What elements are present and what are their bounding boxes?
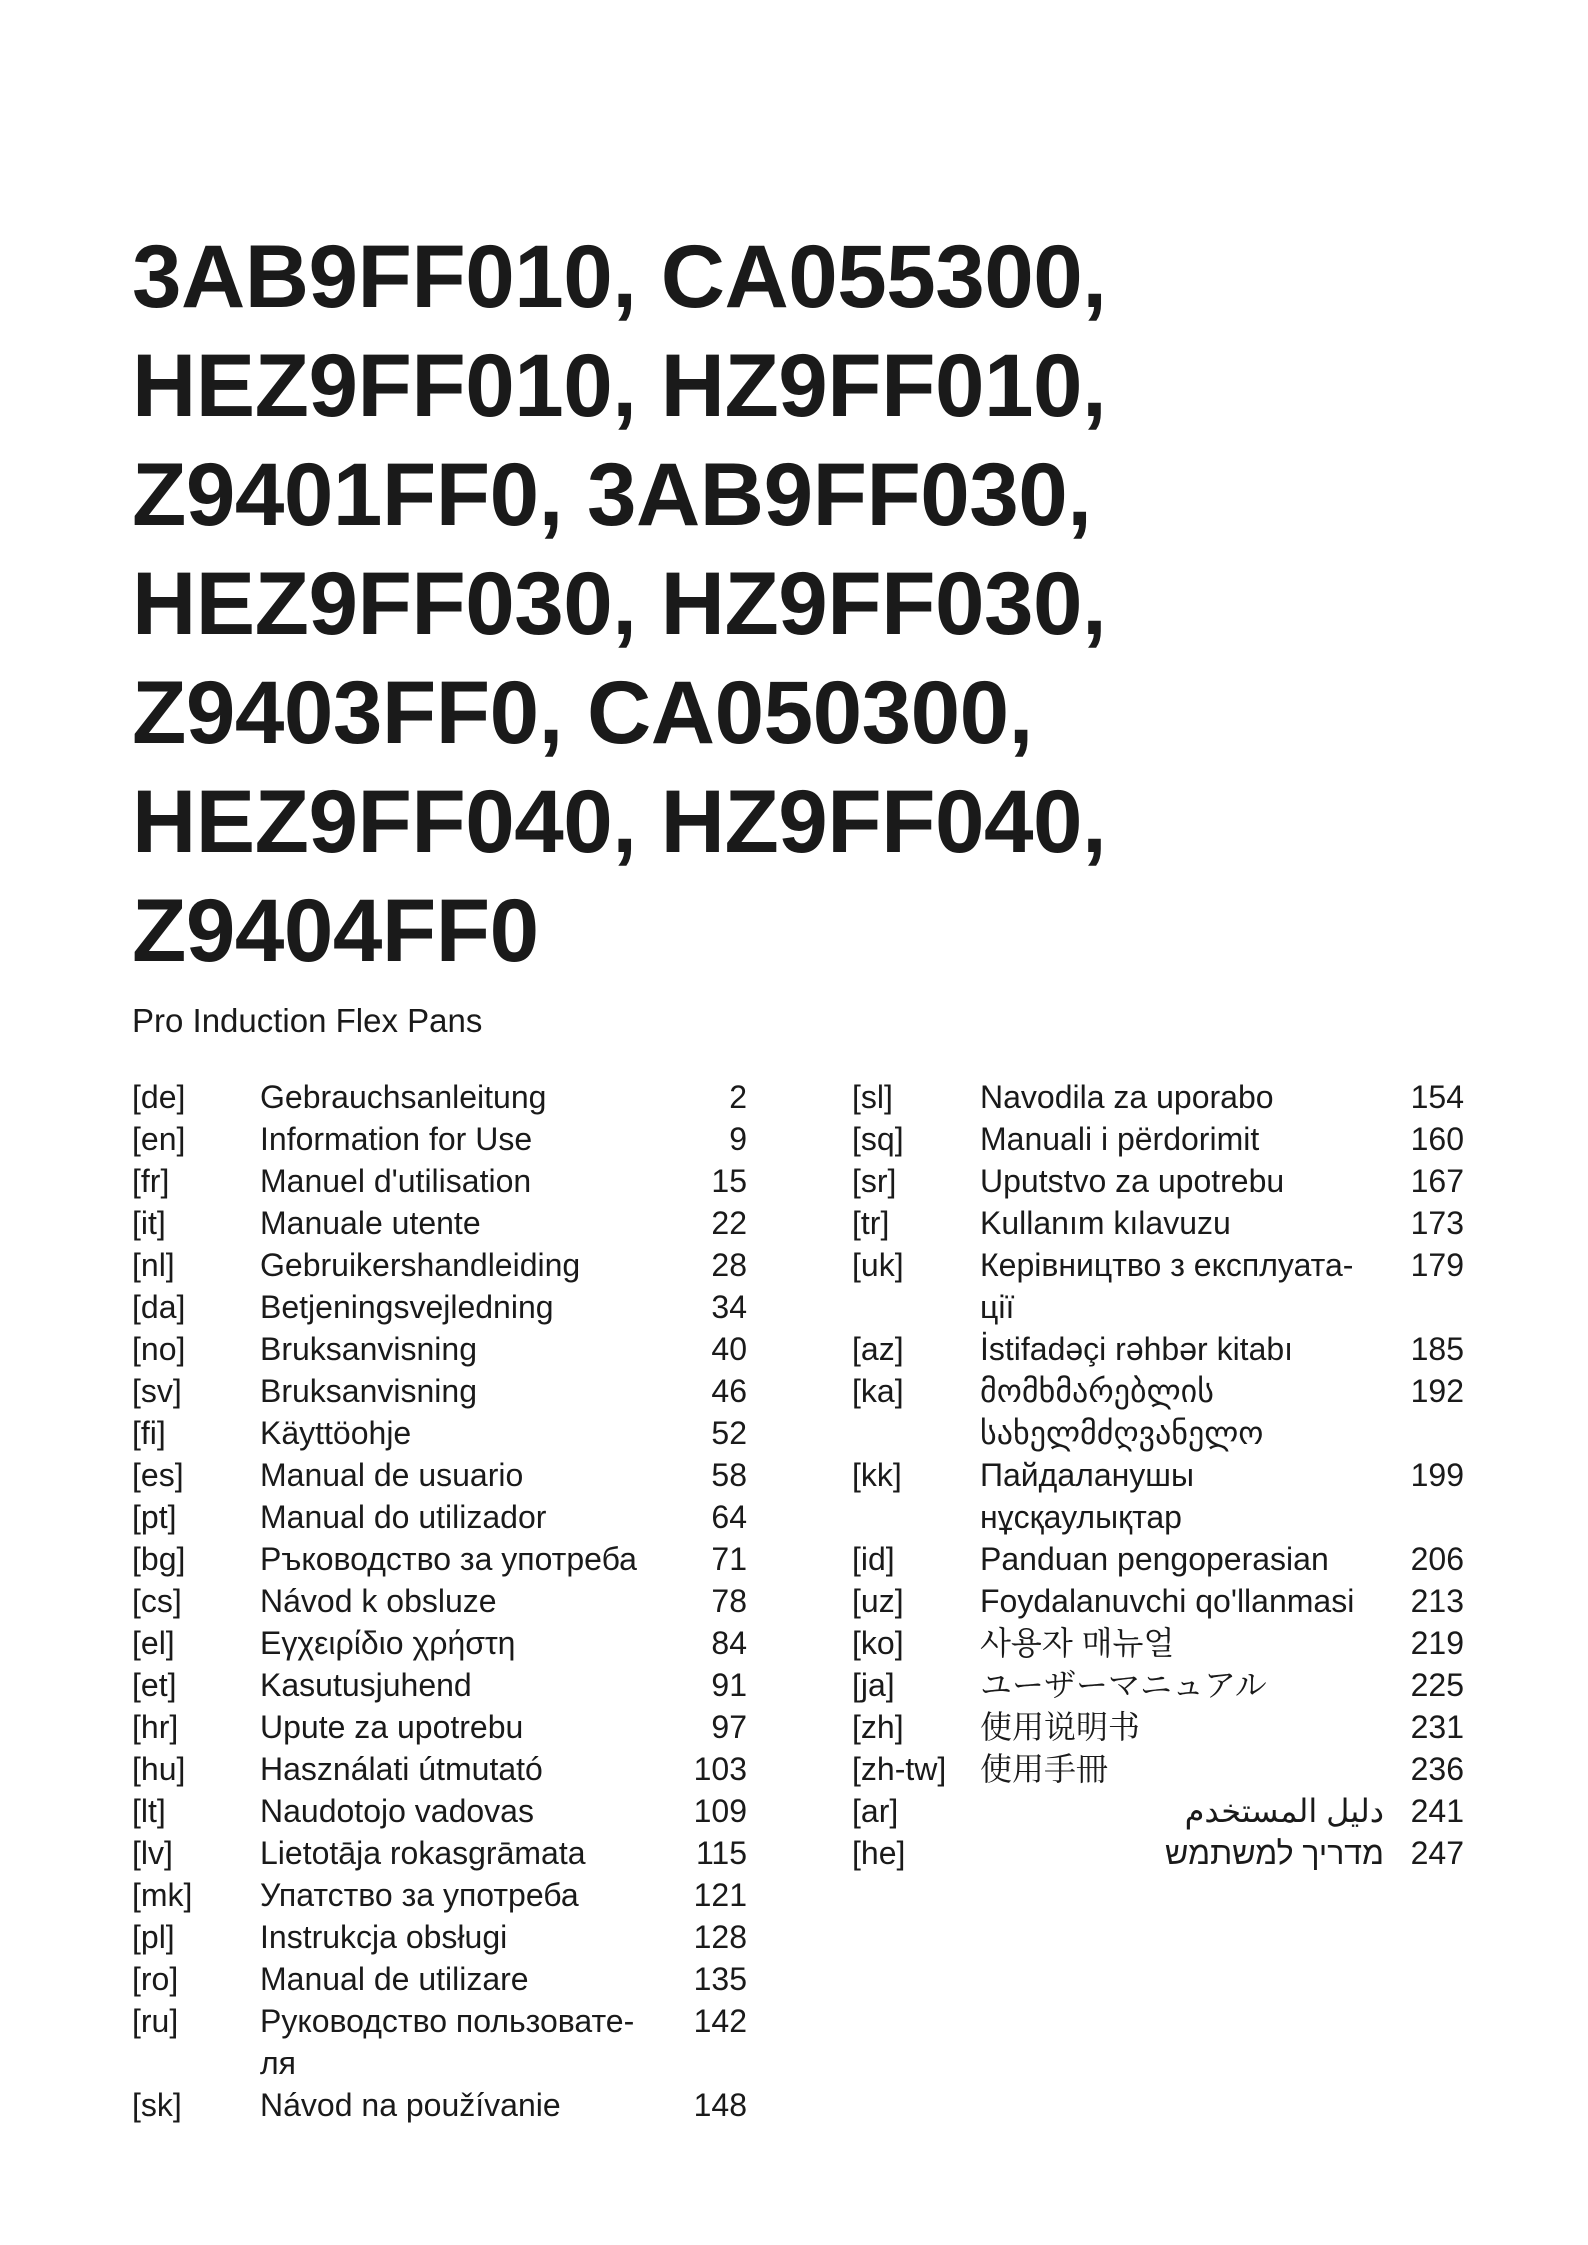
- toc-language-code: [sv]: [132, 1373, 182, 1409]
- toc-language-code: [en]: [132, 1121, 186, 1157]
- toc-entry[interactable]: [132, 1748, 747, 1790]
- toc-entry[interactable]: [132, 1076, 747, 1118]
- toc-manual-title: Manuel d'utilisation: [260, 1163, 532, 1199]
- toc-manual-title: Upute za upotrebu: [260, 1709, 524, 1745]
- toc-page-number: 34: [711, 1289, 747, 1325]
- toc-entry[interactable]: [132, 1832, 747, 1874]
- toc-entry[interactable]: [852, 1076, 1464, 1118]
- toc-manual-title: Lietotāja rokasgrāmata: [260, 1835, 586, 1871]
- toc-language-code: [el]: [132, 1625, 175, 1661]
- toc-entry[interactable]: [132, 1328, 747, 1370]
- toc-page-number: 219: [1410, 1625, 1464, 1661]
- toc-manual-title: Bruksanvisning: [260, 1373, 477, 1409]
- toc-language-code: [ka]: [852, 1373, 904, 1409]
- toc-entry[interactable]: [852, 1622, 1464, 1664]
- toc-manual-title: Пайдаланушы нұсқаулықтар: [980, 1457, 1194, 1535]
- toc-language-code: [id]: [852, 1541, 895, 1577]
- toc-manual-title: מדריך למשתמש: [1165, 1835, 1384, 1871]
- toc-language-code: [sr]: [852, 1163, 897, 1199]
- toc-page-number: 179: [1410, 1247, 1464, 1283]
- toc-language-code: [sk]: [132, 2087, 182, 2123]
- toc-entry[interactable]: [132, 1244, 747, 1286]
- toc-language-code: [it]: [132, 1205, 166, 1241]
- toc-entry[interactable]: [852, 1328, 1464, 1370]
- toc-manual-title: Manual do utilizador: [260, 1499, 547, 1535]
- toc-language-code: [hr]: [132, 1709, 179, 1745]
- toc-manual-title: دليل المستخدم: [1184, 1793, 1384, 1829]
- toc-page-number: 78: [711, 1583, 747, 1619]
- toc-manual-title: Návod na používanie: [260, 2087, 561, 2123]
- toc-entry[interactable]: [132, 1286, 747, 1328]
- toc-manual-title: Kullanım kılavuzu: [980, 1205, 1231, 1241]
- toc-page-number: 231: [1410, 1709, 1464, 1745]
- toc-language-code: [uk]: [852, 1247, 904, 1283]
- toc-entry[interactable]: [852, 1748, 1464, 1790]
- toc-manual-title: Használati útmutató: [260, 1751, 543, 1787]
- toc-manual-title: Manual de usuario: [260, 1457, 524, 1493]
- toc-column-right: [852, 1076, 1464, 1874]
- toc-manual-title: Naudotojo vadovas: [260, 1793, 534, 1829]
- toc-page-number: 97: [711, 1709, 747, 1745]
- toc-page-number: 46: [711, 1373, 747, 1409]
- title-line: HEZ9FF030, HZ9FF030,: [132, 553, 1107, 653]
- toc-page-number: 2: [729, 1079, 747, 1115]
- product-subtitle: Pro Induction Flex Pans: [132, 1002, 483, 1039]
- toc-entry[interactable]: [132, 1874, 747, 1916]
- toc-page-number: 64: [711, 1499, 747, 1535]
- toc-manual-title: Information for Use: [260, 1121, 533, 1157]
- toc-language-code: [de]: [132, 1079, 186, 1115]
- toc-entry[interactable]: [132, 1370, 747, 1412]
- toc-entry[interactable]: [852, 1370, 1464, 1454]
- toc-page-number: 185: [1410, 1331, 1464, 1367]
- toc-language-code: [et]: [132, 1667, 177, 1703]
- toc-entry[interactable]: [852, 1118, 1464, 1160]
- toc-entry[interactable]: [852, 1160, 1464, 1202]
- toc-manual-title: Керівництво з експлуата- ції: [980, 1247, 1354, 1325]
- toc-language-code: [tr]: [852, 1205, 890, 1241]
- toc-manual-title: Εγχειρίδιο χρήστη: [260, 1625, 516, 1661]
- toc-entry[interactable]: [852, 1538, 1464, 1580]
- toc-manual-title: Bruksanvisning: [260, 1331, 477, 1367]
- toc-language-code: [sq]: [852, 1121, 904, 1157]
- toc-language-code: [az]: [852, 1331, 904, 1367]
- toc-manual-title: Betjeningsvejledning: [260, 1289, 554, 1325]
- toc-manual-title: Panduan pengoperasian: [980, 1541, 1329, 1577]
- toc-entry[interactable]: [132, 1790, 747, 1832]
- toc-manual-title: Uputstvo za upotrebu: [980, 1163, 1285, 1199]
- title-line: HEZ9FF010, HZ9FF010,: [132, 335, 1107, 435]
- page-title: [132, 222, 1432, 985]
- toc-page-number: 192: [1410, 1373, 1464, 1409]
- toc-entry[interactable]: [132, 1118, 747, 1160]
- toc-page-number: 9: [729, 1121, 747, 1157]
- toc-language-code: [da]: [132, 1289, 186, 1325]
- toc-entry[interactable]: [132, 1622, 747, 1664]
- toc-entry[interactable]: [852, 1202, 1464, 1244]
- title-line: 3AB9FF010, CA055300,: [132, 226, 1107, 326]
- toc-manual-title: Foydalanuvchi qo'llanmasi: [980, 1583, 1355, 1619]
- toc-entry[interactable]: [132, 2084, 747, 2126]
- toc-language-code: [ko]: [852, 1625, 904, 1661]
- toc-entry[interactable]: [132, 1706, 747, 1748]
- toc-language-code: [mk]: [132, 1877, 193, 1913]
- toc-entry[interactable]: [852, 1706, 1464, 1748]
- toc-column-left: [132, 1076, 747, 2126]
- toc-language-code: [ru]: [132, 2003, 179, 2039]
- toc-page-number: 247: [1410, 1835, 1464, 1871]
- toc-language-code: [hu]: [132, 1751, 186, 1787]
- toc-manual-title: Instrukcja obsługi: [260, 1919, 508, 1955]
- toc-language-code: [no]: [132, 1331, 186, 1367]
- toc-page-number: 15: [711, 1163, 747, 1199]
- toc-manual-title: ユーザーマニュアル: [980, 1667, 1267, 1703]
- toc-page-number: 148: [693, 2087, 747, 2123]
- toc-language-code: [lt]: [132, 1793, 166, 1829]
- toc-manual-title: Manuali i përdorimit: [980, 1121, 1260, 1157]
- toc-page-number: 84: [711, 1625, 747, 1661]
- toc-manual-title: 使用说明书: [980, 1709, 1141, 1745]
- title-line: Z9403FF0, CA050300,: [132, 662, 1033, 762]
- toc-entry[interactable]: [132, 1202, 747, 1244]
- toc-page-number: 128: [693, 1919, 747, 1955]
- toc-manual-title: მომხმარებლის სახელმძღვანელო: [980, 1373, 1264, 1451]
- toc-page-number: 135: [693, 1961, 747, 1997]
- toc-language-code: [zh-tw]: [852, 1751, 947, 1787]
- toc-entry[interactable]: [132, 1664, 747, 1706]
- toc-page-number: 199: [1410, 1457, 1464, 1493]
- toc-language-code: [bg]: [132, 1541, 186, 1577]
- toc-page-number: 225: [1410, 1667, 1464, 1703]
- toc-language-code: [es]: [132, 1457, 184, 1493]
- toc-language-code: [uz]: [852, 1583, 904, 1619]
- toc-page-number: 121: [693, 1877, 747, 1913]
- toc-manual-title: Упатство за употреба: [260, 1877, 579, 1913]
- toc-manual-title: Kasutusjuhend: [260, 1667, 472, 1703]
- toc-manual-title: Ръководство за употреба: [260, 1541, 637, 1577]
- toc-entry[interactable]: [132, 1412, 747, 1454]
- toc-page-number: 142: [693, 2003, 747, 2039]
- toc-manual-title: Manuale utente: [260, 1205, 481, 1241]
- toc-language-code: [ar]: [852, 1793, 899, 1829]
- toc-page-number: 109: [693, 1793, 747, 1829]
- toc-manual-title: Gebruikershandleiding: [260, 1247, 581, 1283]
- toc-language-code: [fi]: [132, 1415, 166, 1451]
- toc-language-code: [pl]: [132, 1919, 175, 1955]
- toc-language-code: [ja]: [852, 1667, 895, 1703]
- title-line: Z9404FF0: [132, 880, 539, 980]
- toc-entry[interactable]: [852, 1580, 1464, 1622]
- toc-entry[interactable]: [132, 1958, 747, 2000]
- toc-page-number: 213: [1410, 1583, 1464, 1619]
- toc-language-code: [pt]: [132, 1499, 177, 1535]
- toc-language-code: [lv]: [132, 1835, 173, 1871]
- toc-page-number: 160: [1410, 1121, 1464, 1157]
- toc-page-number: 58: [711, 1457, 747, 1493]
- toc-language-code: [nl]: [132, 1247, 175, 1283]
- toc-page-number: 167: [1410, 1163, 1464, 1199]
- toc-entry[interactable]: [132, 1580, 747, 1622]
- toc-manual-title: 사용자 매뉴얼: [980, 1625, 1175, 1661]
- toc-entry[interactable]: [132, 1916, 747, 1958]
- toc-page-number: 115: [695, 1835, 747, 1871]
- toc-language-code: [cs]: [132, 1583, 182, 1619]
- toc-page-number: 206: [1410, 1541, 1464, 1577]
- toc-manual-title: Návod k obsluze: [260, 1583, 497, 1619]
- toc-manual-title: Руководство пользовате- ля: [260, 2003, 635, 2081]
- toc-page-number: 236: [1410, 1751, 1464, 1787]
- toc-manual-title: Gebrauchsanleitung: [260, 1079, 547, 1115]
- toc-page-number: 40: [711, 1331, 747, 1367]
- title-line: Z9401FF0, 3AB9FF030,: [132, 444, 1092, 544]
- toc-entry[interactable]: [132, 1160, 747, 1202]
- toc-page-number: 22: [711, 1205, 747, 1241]
- toc-entry[interactable]: [852, 1790, 1464, 1832]
- toc-language-code: [fr]: [132, 1163, 170, 1199]
- toc-page-number: 154: [1410, 1079, 1464, 1115]
- toc-language-code: [zh]: [852, 1709, 904, 1745]
- toc-manual-title: İstifadəçi rəhbər kitabı: [980, 1331, 1294, 1367]
- toc-page-number: 91: [711, 1667, 747, 1703]
- toc-manual-title: 使用手冊: [980, 1751, 1109, 1787]
- toc-page-number: 28: [711, 1247, 747, 1283]
- toc-entry[interactable]: [132, 2000, 747, 2084]
- toc-entry[interactable]: [132, 1496, 747, 1538]
- toc-page-number: 52: [711, 1415, 747, 1451]
- toc-language-code: [kk]: [852, 1457, 902, 1493]
- toc-language-code: [sl]: [852, 1079, 893, 1115]
- toc-manual-title: Manual de utilizare: [260, 1961, 529, 1997]
- toc-page-number: 71: [711, 1541, 747, 1577]
- toc-entry[interactable]: [852, 1454, 1464, 1538]
- toc-manual-title: Navodila za uporabo: [980, 1079, 1274, 1115]
- toc-entry[interactable]: [132, 1538, 747, 1580]
- title-line: HEZ9FF040, HZ9FF040,: [132, 771, 1107, 871]
- toc-entry[interactable]: [132, 1454, 747, 1496]
- toc-page-number: 103: [693, 1751, 747, 1787]
- toc-language-code: [ro]: [132, 1961, 179, 1997]
- toc-manual-title: Käyttöohje: [260, 1415, 412, 1451]
- toc-page-number: 173: [1410, 1205, 1464, 1241]
- toc-page-number: 241: [1410, 1793, 1464, 1829]
- toc-language-code: [he]: [852, 1835, 906, 1871]
- toc-entry[interactable]: [852, 1244, 1464, 1328]
- toc-entry[interactable]: [852, 1832, 1464, 1874]
- toc-entry[interactable]: [852, 1664, 1464, 1706]
